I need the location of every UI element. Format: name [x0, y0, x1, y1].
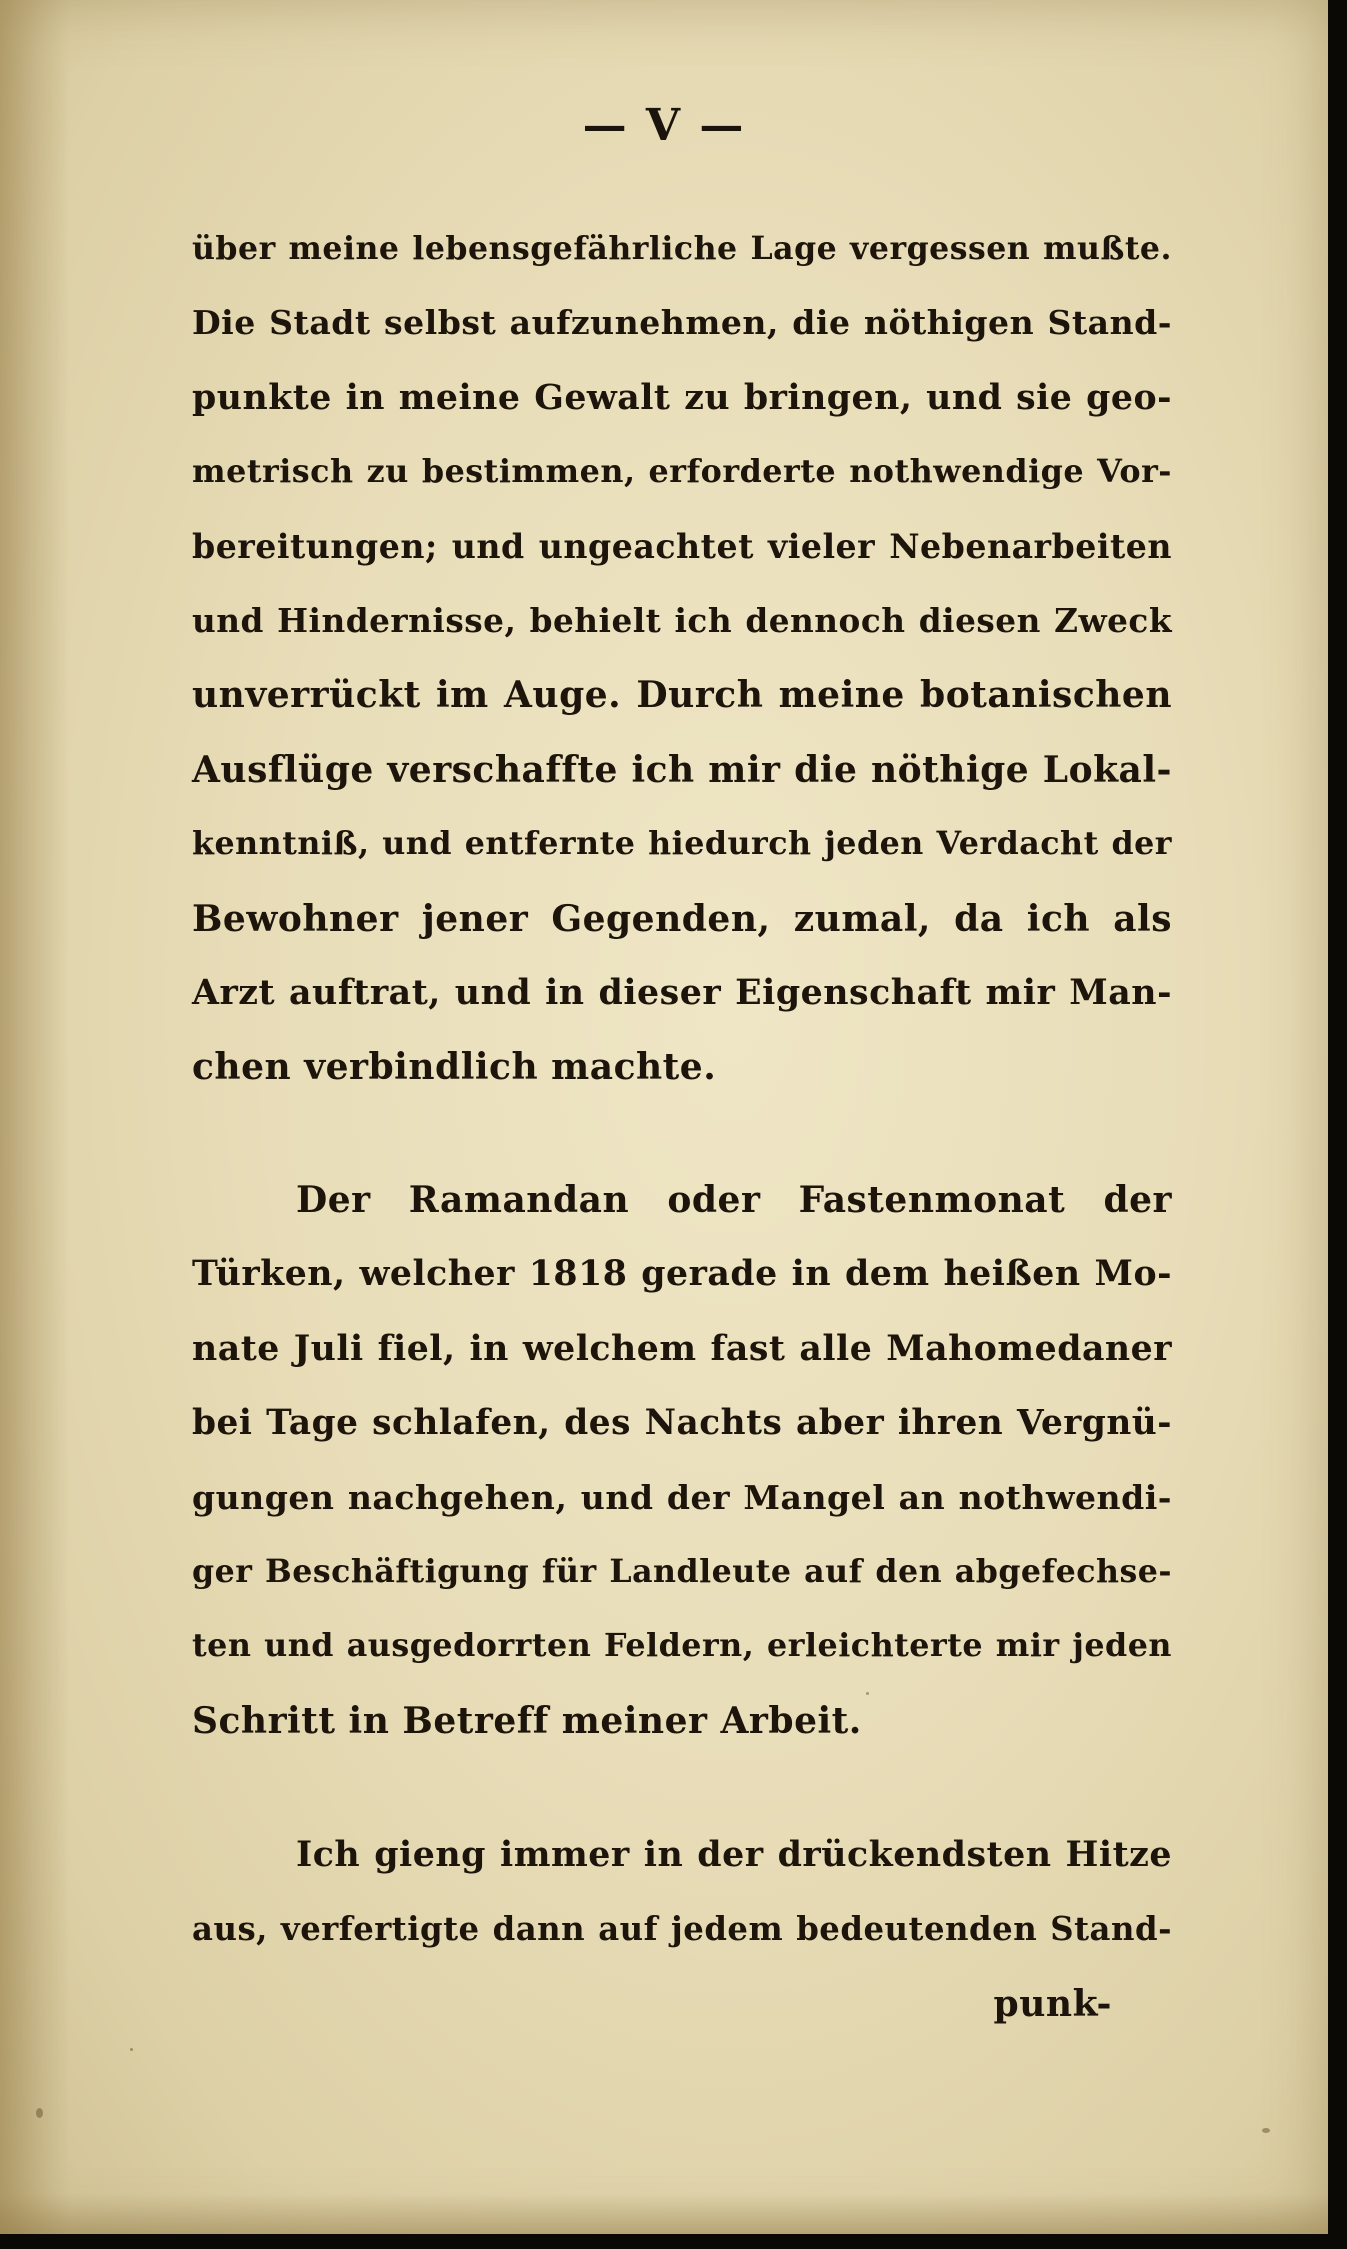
text-line: Bewohner jener Gegenden, zumal, da ich als	[192, 897, 1172, 940]
text-line: nate Juli fiel, in welchem fast alle Mahomedaner	[192, 1327, 1172, 1369]
text-line: Die Stadt selbst aufzunehmen, die nöthigen Stand-	[192, 303, 1172, 343]
text-line: kenntniß, und entfernte hiedurch jeden Verdacht der	[192, 825, 1172, 863]
text-line: und Hindernisse, behielt ich dennoch diesen Zweck	[192, 600, 1172, 640]
paragraph-1	[192, 212, 1172, 1105]
paper-speck	[1262, 2128, 1270, 2133]
paragraph-2	[192, 1163, 1172, 1758]
text-line: gungen nachgehen, und der Mangel an nothwendi-	[192, 1477, 1172, 1517]
text-line: metrisch zu bestimmen, erforderte nothwendige Vor-	[192, 453, 1172, 491]
paper-speck	[130, 2048, 133, 2051]
text-line: bereitungen; und ungeachtet vieler Nebenarbeiten	[192, 526, 1172, 566]
text-line: über meine lebensgefährliche Lage vergessen mußte.	[192, 230, 1172, 267]
text-line: aus, verfertigte dann auf jedem bedeutenden Stand-	[192, 1910, 1172, 1949]
text-line: Ich gieng immer in der drückendsten Hitze	[296, 1834, 1172, 1875]
catchword: punk-	[993, 1982, 1112, 2025]
text-line: ger Beschäftigung für Landleute auf den abgefechse-	[192, 1552, 1172, 1590]
text-line: Der Ramandan oder Fastenmonat der	[296, 1179, 1172, 1221]
page-number: — V —	[582, 100, 746, 151]
paper-speck	[36, 2108, 43, 2118]
text-line: ten und ausgedorrten Feldern, erleichterte mir jeden	[192, 1627, 1172, 1665]
text-line: bei Tage schlafen, des Nachts aber ihren Vergnü-	[192, 1403, 1172, 1444]
text-line: Ausflüge verschaffte ich mir die nöthige Lokal-	[192, 748, 1172, 791]
text-line: Arzt auftrat, und in dieser Eigenschaft mir Man-	[192, 971, 1172, 1013]
text-line: unverrückt im Auge. Durch meine botanischen	[192, 674, 1172, 717]
page-bottom-edge	[0, 2194, 1328, 2234]
paper-speck	[866, 1692, 869, 1695]
text-line: Türken, welcher 1818 gerade in dem heißen Mo-	[192, 1253, 1172, 1295]
text-line: punkte in meine Gewalt zu bringen, und sie geo-	[192, 376, 1172, 418]
text-line: chen verbindlich machte.	[192, 1046, 717, 1089]
text-line: Schritt in Betreff meiner Arbeit.	[192, 1699, 862, 1742]
paragraph-3	[192, 1818, 1172, 2041]
spine-shadow	[0, 0, 70, 2234]
